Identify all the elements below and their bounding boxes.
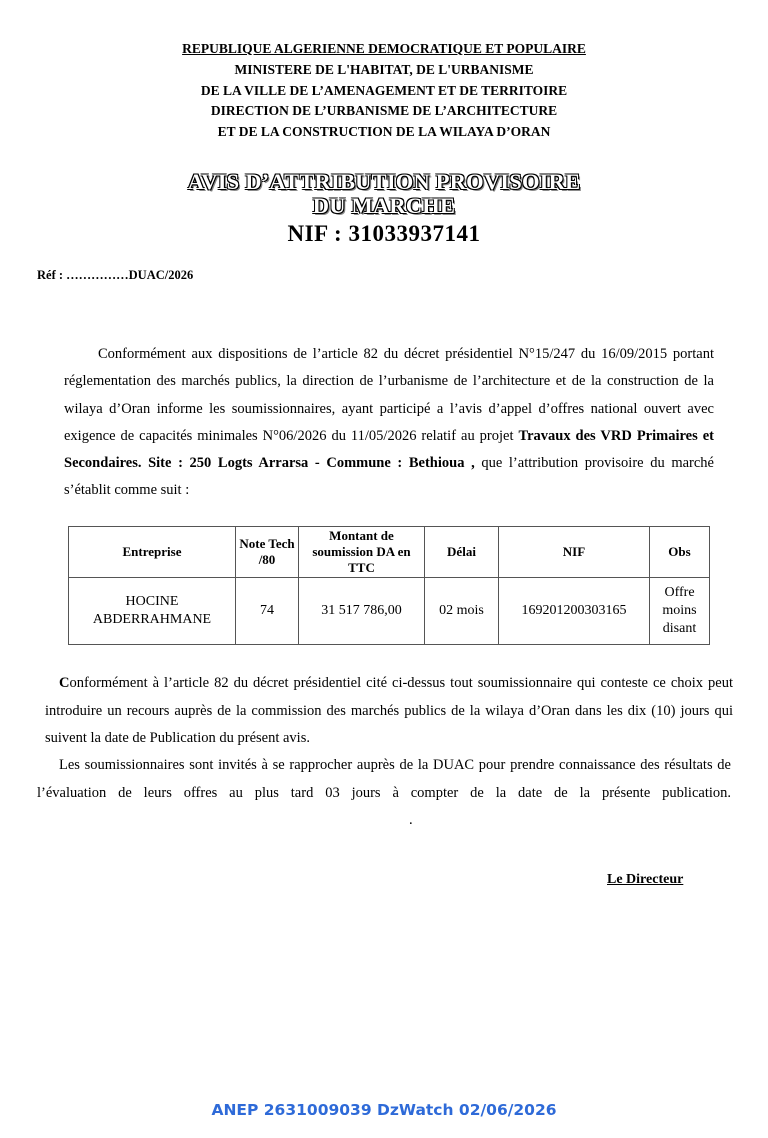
recours-initial: C (59, 675, 70, 691)
title-line1: AVIS D’ATTRIBUTION PROVISOIRE (187, 169, 581, 194)
col-montant: Montant de soumission DA en TTC (299, 527, 425, 578)
signature-label: Le Directeur (607, 872, 684, 887)
invitation-dot: . (409, 812, 413, 828)
document-header (0, 39, 768, 143)
cell-note: 74 (236, 578, 299, 645)
title-line2: DU MARCHE (312, 193, 456, 218)
invitation-paragraph (37, 752, 731, 835)
intro-project: Travaux des VRD Primaires et Secondaires. Site : 250 Logts Arrarsa - Commune : Bethioua , (64, 427, 714, 472)
table-row (69, 578, 710, 645)
header-direction: DIRECTION DE L’URBANISME DE L’ARCHITECTURE (210, 103, 558, 119)
col-note: Note Tech /80 (236, 527, 299, 578)
intro-text-2: que l’attribution provisoire du marché s’établit comme suit : (64, 455, 714, 499)
col-nif: NIF (499, 527, 650, 578)
title-nif: NIF : 31033937141 (287, 221, 481, 246)
header-republic: REPUBLIQUE ALGERIENNE DEMOCRATIQUE ET POPULAIRE (182, 41, 586, 56)
invitation-text: Les soumissionnaires sont invités à se rapprocher auprès de la DUAC pour prendre connaissance des résultats de l’évaluation de leurs offres au plus tard 03 jours à compter de la date de la présente publication. (37, 757, 731, 801)
intro-paragraph (64, 341, 714, 505)
cell-nif: 169201200303165 (499, 578, 650, 645)
notice-title (0, 170, 768, 249)
recours-paragraph (45, 670, 733, 753)
attribution-table (68, 526, 710, 645)
cell-montant: 31 517 786,00 (299, 578, 425, 645)
cell-obs: Offre moins disant (650, 578, 710, 645)
header-ministry: MINISTERE DE L'HABITAT, DE L'URBANISME (234, 61, 534, 77)
cell-entreprise: HOCINE ABDERRAHMANE (69, 578, 236, 645)
header-direction-cont: ET DE LA CONSTRUCTION DE LA WILAYA D’ORAN (217, 124, 551, 140)
reference-number: Réf : ……………DUAC/2026 (37, 268, 194, 282)
col-delai: Délai (425, 527, 499, 578)
cell-delai: 02 mois (425, 578, 499, 645)
intro-text-1: Conformément aux dispositions de l’article 82 du décret présidentiel N°15/247 du 16/09/2015 portant réglementation des marchés publics, la direction de l’urbanisme de l’architecture et de la construction de la wilaya d’Oran informe les soumissionnaires, ayant participé a l’avis d’appel d’offres national ouvert avec exigence de capacités minimales N°06/2026 du 11/05/2026 relatif au projet (64, 346, 714, 444)
table-header-row (69, 527, 710, 578)
col-obs: Obs (650, 527, 710, 578)
recours-text: onformément à l’article 82 du décret présidentiel cité ci-dessus tout soumissionnaire qui conteste ce choix peut introduire un recours auprès de la commission des marchés publics de la wilaya d’Oran dans les dix (10) jours qui suivent la date de Publication du présent avis. (45, 675, 733, 746)
col-entreprise: Entreprise (69, 527, 236, 578)
publication-footer: ANEP 2631009039 DzWatch 02/06/2026 (211, 1101, 557, 1119)
header-ministry-cont: DE LA VILLE DE L’AMENAGEMENT ET DE TERRITOIRE (200, 82, 568, 98)
